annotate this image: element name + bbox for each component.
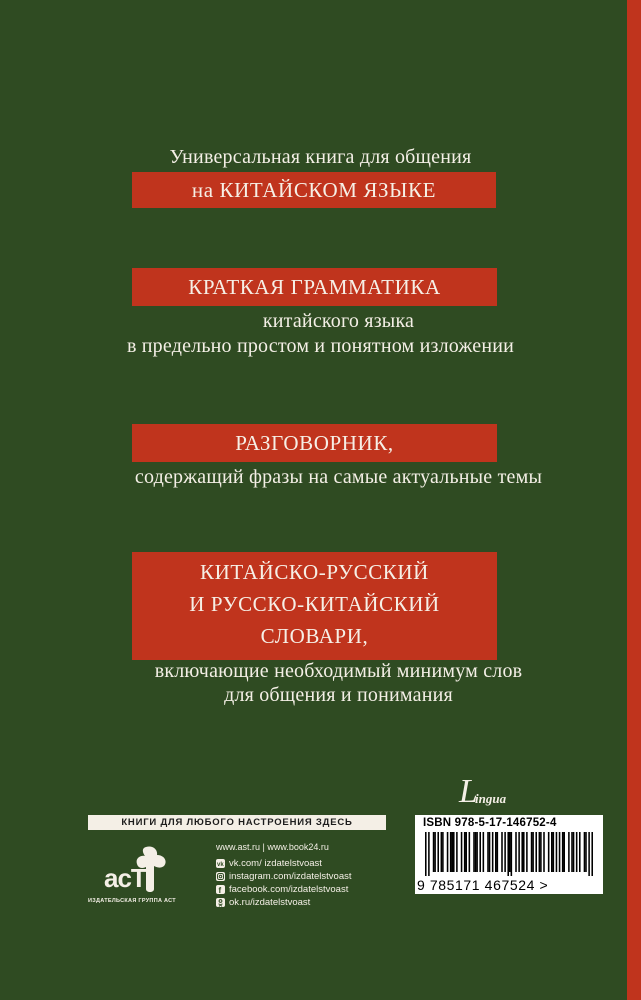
barcode-bar xyxy=(551,832,553,872)
barcode-bar xyxy=(562,832,564,872)
barcode-bar xyxy=(434,832,436,872)
grammar-line-2: в предельно простом и понятном изложении xyxy=(126,335,515,357)
isbn-number: ISBN 978-5-17-146752-4 xyxy=(423,817,557,829)
barcode-bar xyxy=(437,832,439,872)
lingua-logo-word: ingua xyxy=(475,791,507,806)
barcode-bar xyxy=(469,832,471,872)
ast-logo-text: acT xyxy=(104,863,146,893)
phrasebook-banner-text: РАЗГОВОРНИК, xyxy=(235,431,394,455)
barcode-bar xyxy=(504,832,506,872)
phrasebook-banner xyxy=(132,424,497,462)
social-link-instagram-text: instagram.com/izdatelstvoast xyxy=(229,870,352,882)
barcode-bar xyxy=(559,832,561,872)
barcode-bar xyxy=(428,832,430,876)
dictionary-banner-line-3: СЛОВАРИ, xyxy=(260,624,369,648)
barcode-bar xyxy=(473,832,475,872)
barcode-bar xyxy=(523,832,525,872)
dictionary-banner-line-1: КИТАЙСКО-РУССКИЙ xyxy=(200,560,429,584)
barcode-bar xyxy=(456,832,458,872)
barcode-bar xyxy=(553,832,555,872)
barcode-bar xyxy=(497,832,499,872)
lingua-logo-initial: L xyxy=(459,773,478,810)
grammar-banner-text: КРАТКАЯ ГРАММАТИКА xyxy=(188,275,441,299)
barcode-bar xyxy=(483,832,485,872)
barcode-bar xyxy=(591,832,593,876)
barcode-bar xyxy=(532,832,534,872)
barcode-bar xyxy=(531,832,533,872)
grammar-line-1: китайского языка xyxy=(262,310,415,332)
facebook-icon xyxy=(216,885,225,894)
dictionary-banner-line-2: И РУССКО-КИТАЙСКИЙ xyxy=(189,592,440,616)
barcode-bar xyxy=(573,832,575,872)
barcode-bar xyxy=(556,832,558,872)
barcode-bar xyxy=(576,832,578,872)
barcode-bar xyxy=(579,832,581,872)
barcode-bar xyxy=(479,832,481,872)
barcode-bar xyxy=(584,832,586,872)
barcode-bar xyxy=(425,832,427,876)
dictionary-line-2: для общения и понимания xyxy=(224,684,453,706)
dictionary-banner xyxy=(132,552,497,660)
barcode-bar xyxy=(563,832,565,872)
barcode-bar xyxy=(585,832,587,872)
barcode-bar xyxy=(433,832,435,872)
phrasebook-line: содержащий фразы на самые актуальные темы xyxy=(134,466,543,488)
barcode-bar xyxy=(487,832,489,872)
intro-line: Универсальная книга для общения xyxy=(169,146,472,168)
barcode-bar xyxy=(461,832,463,872)
svg-text:vk: vk xyxy=(217,861,224,868)
barcode-bar xyxy=(489,832,491,872)
barcode-bar xyxy=(441,832,443,872)
barcode-bar xyxy=(588,832,590,876)
barcode-bar xyxy=(450,832,452,872)
barcode-bar xyxy=(518,832,520,872)
barcode-bar xyxy=(475,832,477,872)
social-link-vk[interactable] xyxy=(216,857,416,869)
intro-banner-text: на КИТАЙСКОМ ЯЗЫКЕ xyxy=(191,178,437,202)
barcode-bar xyxy=(476,832,478,872)
social-link-ok-text: ok.ru/izdatelstvoast xyxy=(229,896,311,908)
intro-banner xyxy=(132,172,496,208)
social-link-ok[interactable] xyxy=(216,896,416,908)
instagram-icon xyxy=(216,872,225,881)
barcode-digits: 9 785171 467524 > xyxy=(417,877,549,893)
ok-icon xyxy=(216,898,225,907)
barcode-bar xyxy=(495,832,497,872)
barcode-bars xyxy=(425,832,593,876)
ast-logo xyxy=(102,845,172,895)
social-link-vk-text: vk.com/ izdatelstvoast xyxy=(229,857,322,869)
barcode-bar xyxy=(543,832,545,872)
barcode-bar xyxy=(521,832,523,872)
barcode-bar xyxy=(453,832,455,872)
barcode-bar xyxy=(515,832,517,872)
barcode-bar xyxy=(539,832,541,872)
barcode-bar xyxy=(511,832,513,876)
barcode-bar xyxy=(548,832,550,872)
barcode-bar xyxy=(509,832,511,872)
websites-line: www.ast.ru | www.book24.ru xyxy=(216,842,329,852)
barcode-bar xyxy=(451,832,453,872)
barcode-bar xyxy=(501,832,503,872)
grammar-banner xyxy=(132,268,497,306)
barcode-bar xyxy=(568,832,570,872)
barcode-bar xyxy=(571,832,573,872)
ast-caption: ИЗДАТЕЛЬСКАЯ ГРУППА АСТ xyxy=(88,898,176,904)
barcode-bar xyxy=(535,832,537,872)
barcode-bar xyxy=(464,832,466,872)
social-link-instagram[interactable] xyxy=(216,870,416,882)
barcode-bar xyxy=(507,832,509,876)
vk-icon xyxy=(216,859,225,868)
barcode-bar xyxy=(442,832,444,872)
barcode-bar xyxy=(447,832,449,872)
barcode-bar xyxy=(492,832,494,872)
social-link-facebook[interactable] xyxy=(216,883,416,895)
barcode-bar xyxy=(526,832,528,872)
barcode-bar xyxy=(465,832,467,872)
tagline-bar: КНИГИ ДЛЯ ЛЮБОГО НАСТРОЕНИЯ ЗДЕСЬ xyxy=(88,815,386,830)
lingua-logo xyxy=(455,775,525,815)
social-link-facebook-text: facebook.com/izdatelstvoast xyxy=(229,883,349,895)
barcode-panel xyxy=(415,815,603,894)
dictionary-line-1: включающие необходимый минимум слов xyxy=(154,660,523,682)
barcode-bar xyxy=(540,832,542,872)
svg-text:f: f xyxy=(218,885,222,894)
